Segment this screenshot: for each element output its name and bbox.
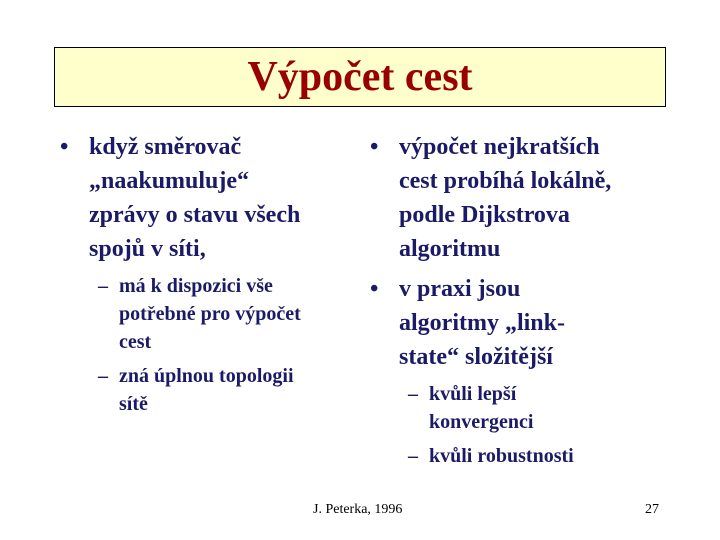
bullet-line: spojů v síti, (89, 236, 206, 262)
bullet-marker: • (370, 276, 379, 302)
sub-item (60, 272, 360, 356)
sub-item (370, 442, 670, 470)
dash-marker: – (98, 365, 108, 387)
sub-line: zná úplnou topologii (119, 365, 294, 387)
sub-line: kvůli lepší (429, 383, 517, 405)
page-number: 27 (645, 502, 659, 517)
sub-line: potřebné pro výpočet (119, 303, 301, 325)
dash-marker: – (408, 445, 418, 467)
bullet-line: cest probíhá lokálně, (399, 168, 612, 194)
bullet-line: algoritmu (399, 236, 501, 262)
bullet-marker: • (370, 134, 379, 160)
bullet-marker: • (60, 134, 69, 160)
footer-author: J. Peterka, 1996 (313, 502, 403, 517)
bullet-item (370, 272, 670, 374)
sub-line: má k dispozici vše (119, 275, 273, 297)
dash-marker: – (408, 383, 418, 405)
bullet-line: algoritmy „link- (399, 310, 565, 336)
bullet-item (60, 130, 360, 266)
left-column (60, 130, 360, 418)
bullet-line: „naakumuluje“ (89, 168, 250, 194)
bullet-line: podle Dijkstrova (399, 202, 570, 228)
bullet-line: v praxi jsou (399, 276, 521, 302)
bullet-line: state“ složitější (399, 344, 553, 370)
sub-line: kvůli robustnosti (429, 445, 574, 467)
title-box (54, 47, 666, 107)
slide-title: Výpočet cest (247, 54, 473, 100)
sub-item (370, 380, 670, 436)
bullet-line: výpočet nejkratších (399, 134, 600, 160)
right-column (370, 130, 670, 470)
bullet-line: když směrovač (89, 134, 242, 160)
dash-marker: – (98, 275, 108, 297)
bullet-item (370, 130, 670, 266)
sub-line: konvergenci (429, 411, 534, 433)
sub-item (60, 362, 360, 418)
bullet-line: zprávy o stavu všech (89, 202, 301, 228)
sub-line: cest (119, 331, 152, 353)
sub-line: sítě (119, 393, 148, 415)
